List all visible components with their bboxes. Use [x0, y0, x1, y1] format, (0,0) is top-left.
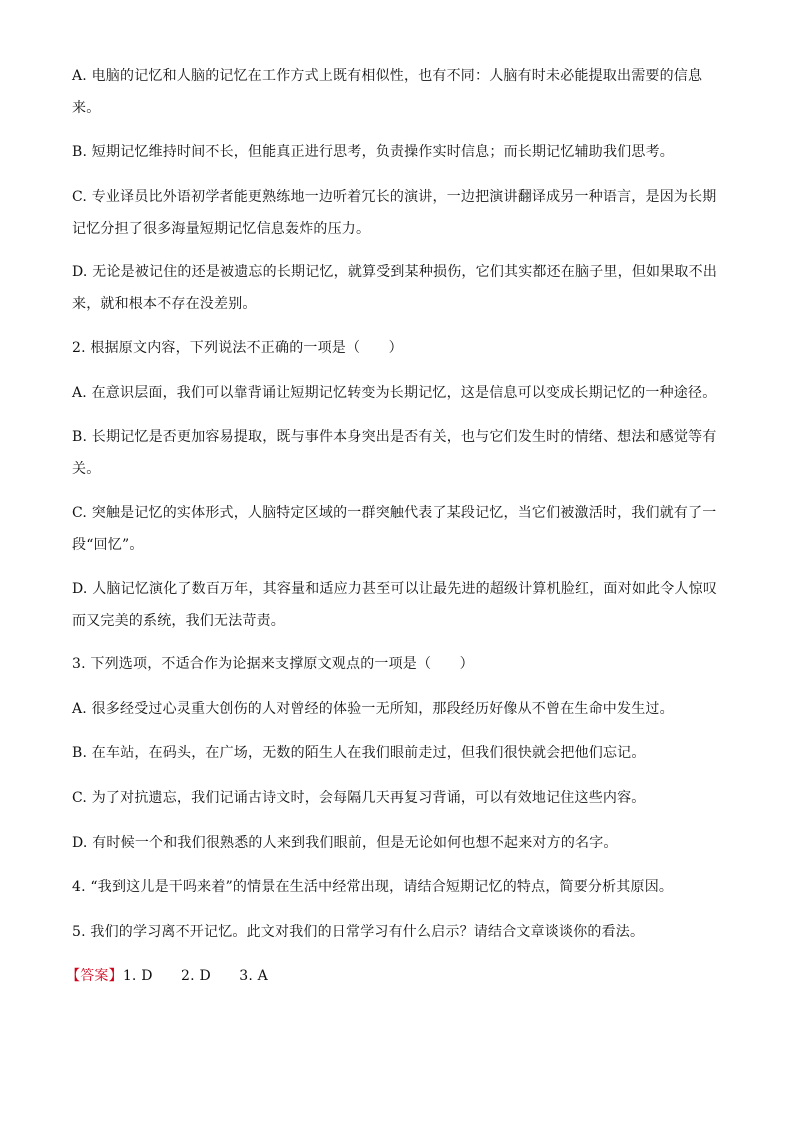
q1-option-b: B. 短期记忆维持时间不长，但能真正进行思考，负责操作实时信息；而长期记忆辅助我们思考。 — [72, 144, 674, 160]
answer-tag: 【答案】 — [66, 968, 123, 984]
q2-option-d: D. 人脑记忆演化了数百万年，其容量和适应力甚至可以让最先进的超级计算机脸红，面对如此令人惊叹而又完美的系统，我们无法苛责。 — [72, 581, 718, 629]
q3-option-a: A. 很多经受过心灵重大创伤的人对曾经的体验一无所知，那段经历好像从不曾在生命中发生过。 — [72, 701, 674, 717]
q3-option-c: C. 为了对抗遗忘，我们记诵古诗文时，会每隔几天再复习背诵，可以有效地记住这些内容。 — [72, 790, 646, 806]
q2-option-b: B. 长期记忆是否更加容易提取，既与事件本身突出是否有关，也与它们发生时的情绪、想法和感觉等有关。 — [72, 429, 717, 477]
answer-line — [66, 960, 716, 992]
q3-option-d: D. 有时候一个和我们很熟悉的人来到我们眼前，但是无论如何也想不起来对方的名字。 — [72, 835, 618, 851]
q5-stem: 5. 我们的学习离不开记忆。此文对我们的日常学习有什么启示？请结合文章谈谈你的看法。 — [72, 924, 645, 940]
q4-stem: 4. “我到这儿是干吗来着”的情景在生活中经常出现，请结合短期记忆的特点，简要分析其原因。 — [72, 879, 674, 895]
q1-option-c: C. 专业译员比外语初学者能更熟练地一边听着冗长的演讲，一边把演讲翻译成另一种语言，是因为长期记忆分担了很多海量短期记忆信息轰炸的压力。 — [72, 189, 717, 237]
q1-option-a: A. 电脑的记忆和人脑的记忆在工作方式上既有相似性，也有不同：人脑有时未必能提取出需要的信息来。 — [72, 68, 703, 116]
q1-option-d: D. 无论是被记住的还是被遗忘的长期记忆，就算受到某种损伤，它们其实都还在脑子里，但如果取不出来，就和根本不存在没差别。 — [72, 264, 718, 312]
q2-option-a: A. 在意识层面，我们可以靠背诵让短期记忆转变为长期记忆，这是信息可以变成长期记忆的一种途径。 — [72, 385, 717, 401]
q2-option-c: C. 突触是记忆的实体形式，人脑特定区域的一群突触代表了某段记忆，当它们被激活时，我们就有了一段“回忆”。 — [72, 505, 717, 553]
q2-stem: 2. 根据原文内容，下列说法不正确的一项是（ ） — [72, 340, 403, 356]
answer-text: 1. D 2. D 3. A — [122, 968, 268, 984]
q3-option-b: B. 在车站，在码头，在广场，无数的陌生人在我们眼前走过，但我们很快就会把他们忘记。 — [72, 745, 646, 761]
q3-stem: 3. 下列选项，不适合作为论据来支撑原文观点的一项是（ ） — [72, 656, 474, 672]
